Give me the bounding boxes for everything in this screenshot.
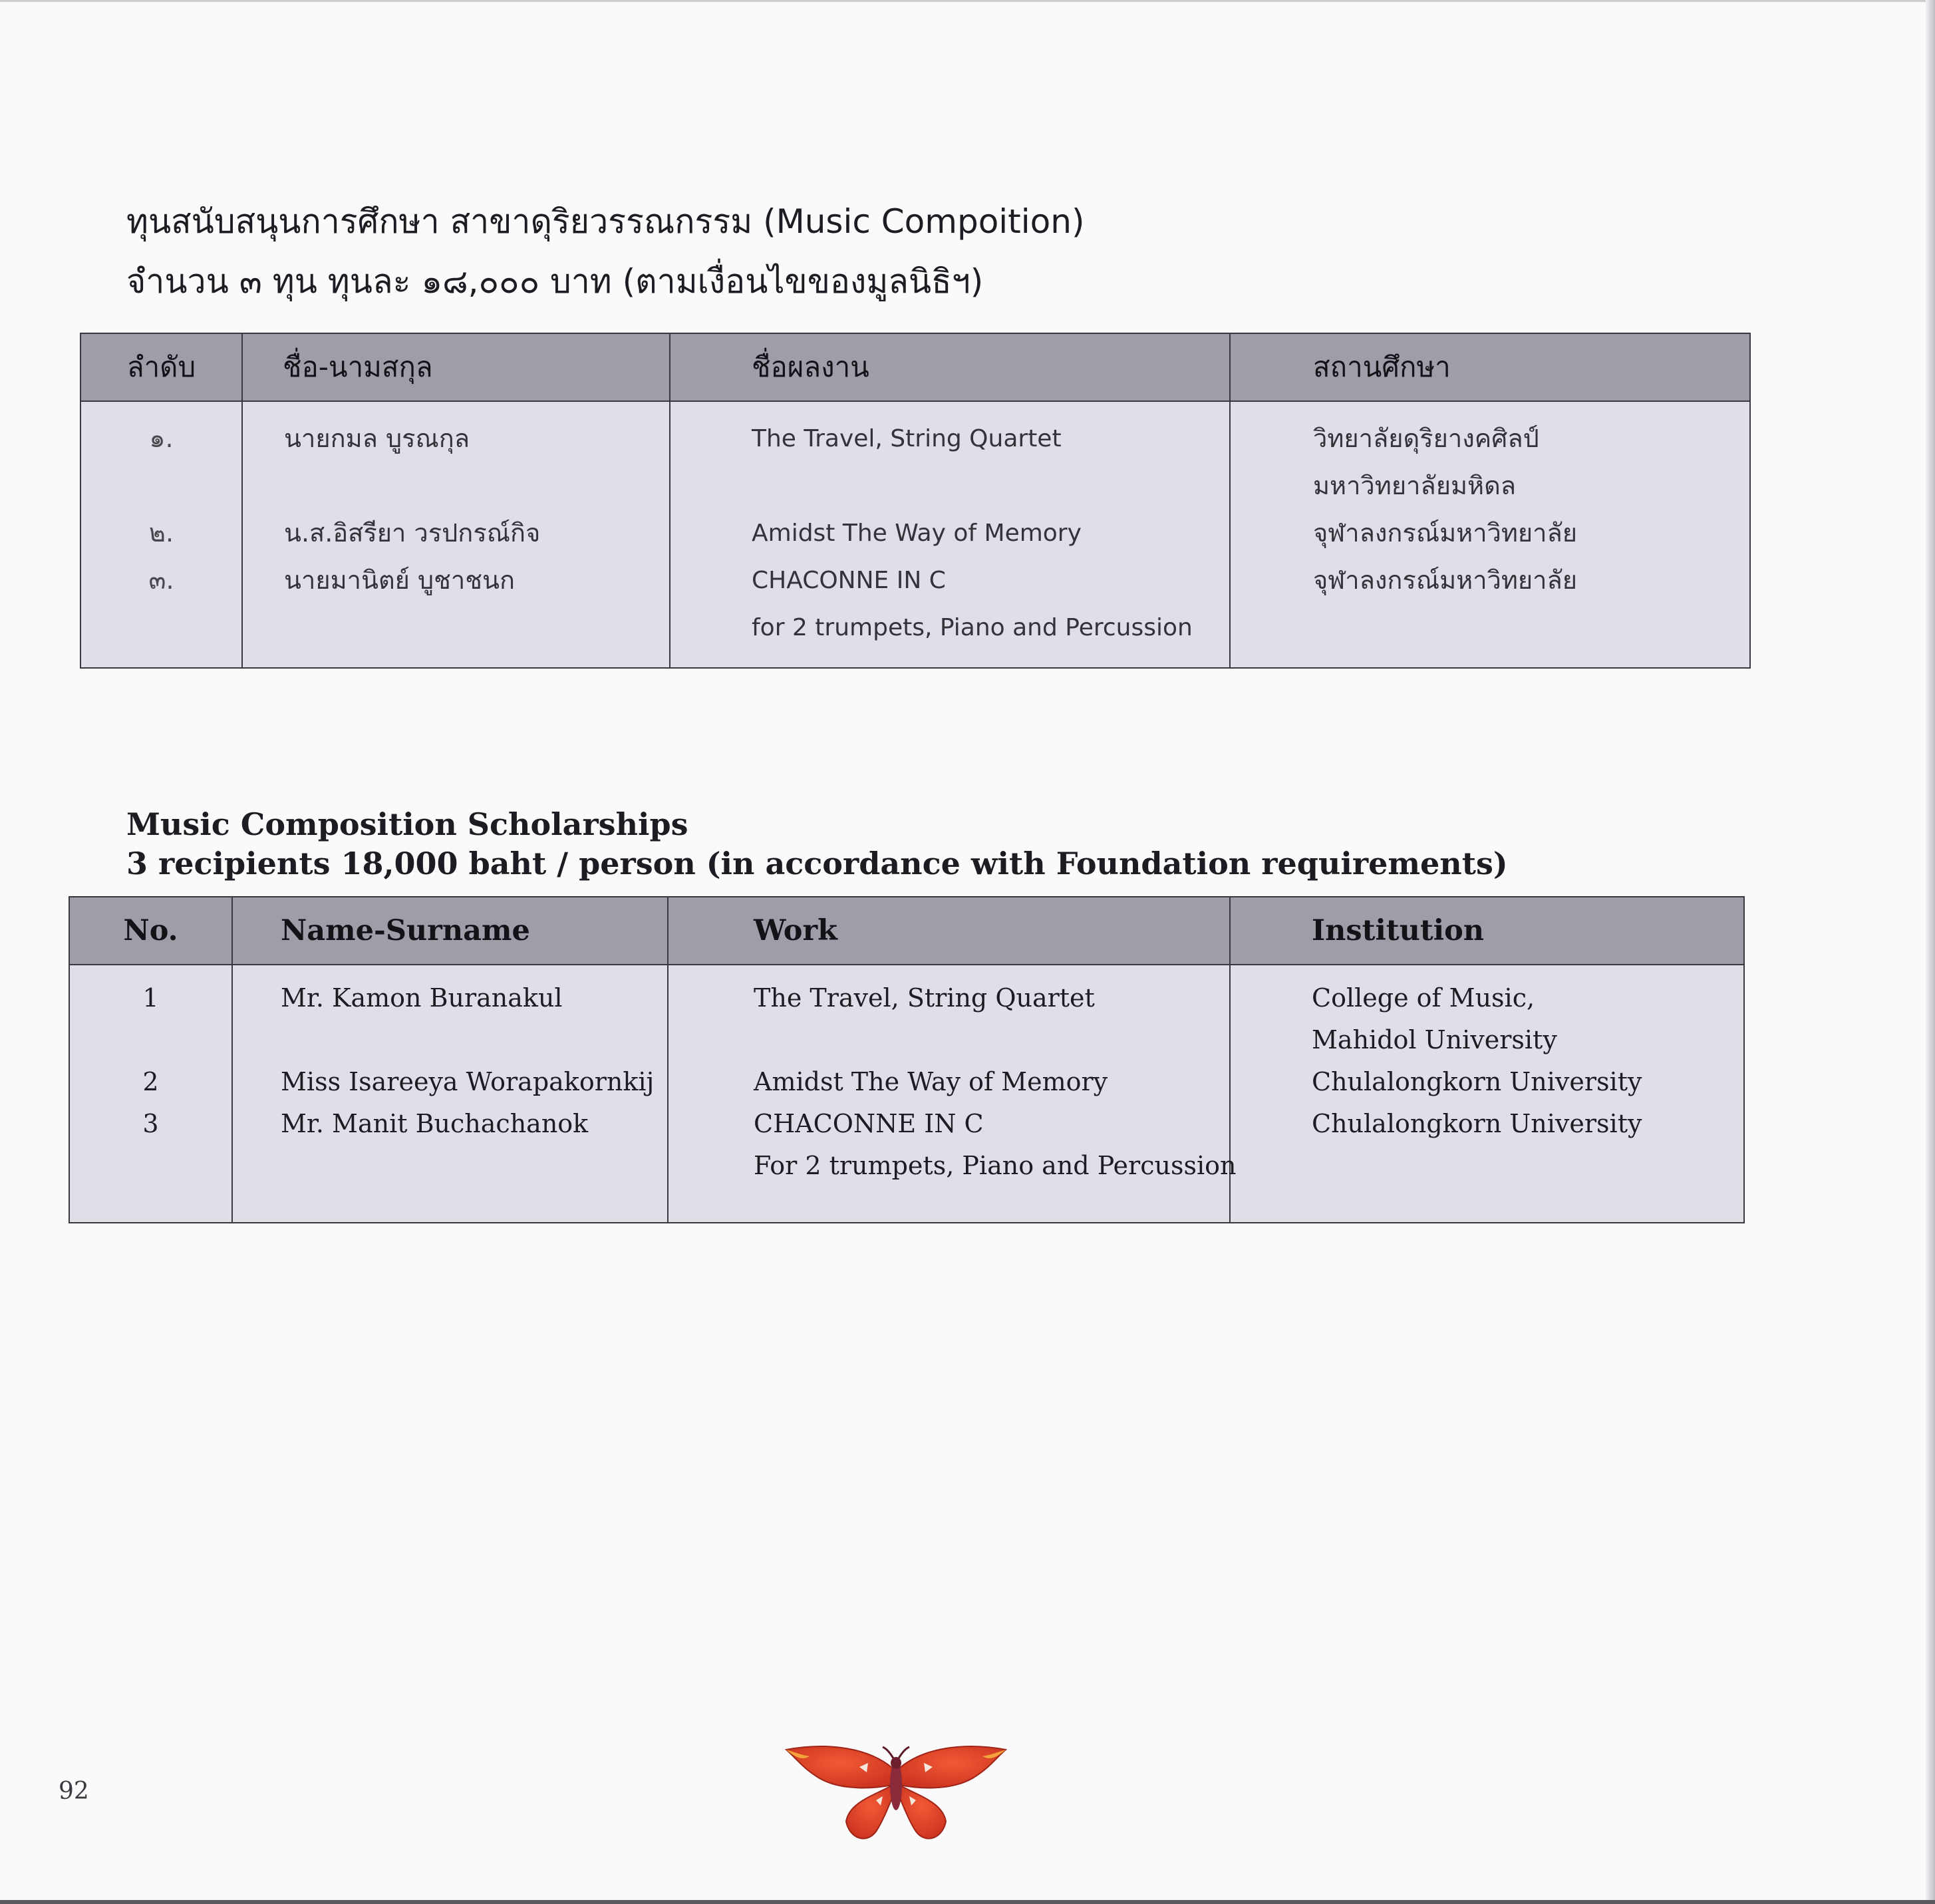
row-number: [81, 462, 241, 510]
table-body-row: [69, 965, 1744, 1223]
name-column: [242, 401, 670, 668]
english-heading-line-2: 3 recipients 18,000 baht / person (in accordance with Foundation requirements): [126, 846, 1508, 881]
table-body-row: [80, 401, 1750, 668]
institution-name: Chulalongkorn University: [1312, 1109, 1642, 1138]
work-title: The Travel, String Quartet: [752, 425, 1062, 452]
work-title: Amidst The Way of Memory: [754, 1067, 1108, 1096]
institution-column: [1230, 965, 1744, 1223]
work-title: CHACONNE IN C: [752, 567, 946, 594]
recipient-name: [281, 1145, 667, 1187]
row-number: [70, 1145, 231, 1187]
work-title: Amidst The Way of Memory: [752, 520, 1082, 547]
english-heading-line-1: Music Composition Scholarships: [126, 806, 688, 842]
recipient-name: นายกมล บูรณกุล: [284, 424, 470, 453]
thai-heading-line-1: ทุนสนับสนุนการศึกษา สาขาดุริยวรรณกรรม (Music Compoition): [126, 202, 1085, 241]
work-column: [670, 401, 1230, 668]
page-edge: [0, 0, 1935, 2]
work-title: For 2 trumpets, Piano and Percussion: [754, 1151, 1237, 1180]
column-header-name: ชื่อ-นามสกุล: [242, 333, 670, 401]
institution-column: [1230, 401, 1750, 668]
recipient-name: Miss Isareeya Worapakornkij: [281, 1067, 655, 1096]
work-title: The Travel, String Quartet: [754, 983, 1095, 1013]
work-title: [754, 1019, 1229, 1061]
recipient-name: [284, 462, 669, 510]
column-header-work: Work: [668, 897, 1230, 965]
name-column: [232, 965, 668, 1223]
work-title: [752, 462, 1229, 510]
page-number: 92: [59, 1778, 89, 1805]
moth-illustration-icon: [783, 1722, 1009, 1848]
page-edge-bottom: [0, 1900, 1935, 1904]
institution-name: จุฬาลงกรณ์มหาวิทยาลัย: [1313, 565, 1578, 595]
row-number: [81, 604, 241, 651]
institution-name: [1313, 604, 1749, 651]
thai-heading-line-2: จำนวน ๓ ทุน ทุนละ ๑๘,๐๐๐ บาท (ตามเงื่อนไขของมูลนิธิฯ): [126, 262, 984, 301]
recipient-name: [281, 1019, 667, 1061]
institution-name: Mahidol University: [1312, 1025, 1557, 1054]
row-number: 3: [142, 1109, 159, 1138]
column-header-name: Name-Surname: [232, 897, 668, 965]
work-title: CHACONNE IN C: [754, 1109, 984, 1138]
row-number: [70, 1019, 231, 1061]
english-scholarship-table: [69, 896, 1745, 1223]
recipient-name: น.ส.อิสรียา วรปกรณ์กิจ: [284, 518, 541, 548]
institution-name: College of Music,: [1312, 983, 1535, 1013]
recipient-name: [284, 604, 669, 651]
page-edge-shadow: [1926, 0, 1935, 1904]
number-column: [69, 965, 232, 1223]
institution-name: Chulalongkorn University: [1312, 1067, 1642, 1096]
table-header-row: [69, 897, 1744, 965]
work-column: [668, 965, 1237, 1223]
thai-scholarship-table: [80, 333, 1751, 669]
recipient-name: Mr. Manit Buchachanok: [281, 1109, 589, 1138]
institution-name: จุฬาลงกรณ์มหาวิทยาลัย: [1313, 518, 1578, 548]
row-number: 2: [142, 1067, 159, 1096]
institution-name: [1312, 1145, 1743, 1187]
column-header-number: ลำดับ: [80, 333, 242, 401]
table-header-row: [80, 333, 1750, 401]
row-number: ๑.: [149, 424, 174, 453]
column-header-number: No.: [69, 897, 232, 965]
column-header-work: ชื่อผลงาน: [670, 333, 1230, 401]
number-column: [80, 401, 242, 668]
institution-name: วิทยาลัยดุริยางคศิลป์: [1313, 424, 1539, 453]
recipient-name: นายมานิตย์ บูชาชนก: [284, 565, 515, 595]
column-header-institution: Institution: [1230, 897, 1744, 965]
work-title: for 2 trumpets, Piano and Percussion: [752, 614, 1193, 641]
institution-name: มหาวิทยาลัยมหิดล: [1313, 471, 1517, 500]
column-header-institution: สถานศึกษา: [1230, 333, 1750, 401]
recipient-name: Mr. Kamon Buranakul: [281, 983, 563, 1013]
row-number: ๓.: [148, 565, 174, 595]
row-number: ๒.: [148, 518, 174, 548]
row-number: 1: [142, 983, 159, 1013]
